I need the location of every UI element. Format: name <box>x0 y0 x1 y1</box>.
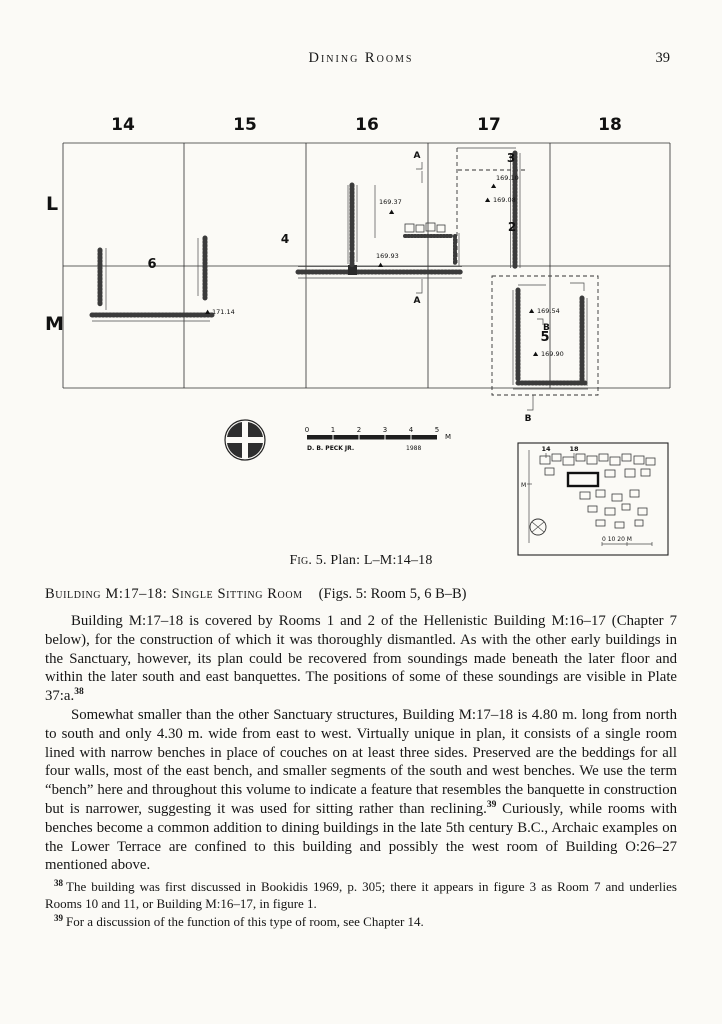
rooms-3-2-walls <box>457 148 528 268</box>
room-6-label: 6 <box>147 257 157 272</box>
inset-highlight-building <box>568 473 598 486</box>
inset-col-18: 18 <box>569 445 579 453</box>
body-text <box>45 612 677 875</box>
scale-tick-5: 5 <box>434 426 440 434</box>
central-wall-trench <box>281 232 462 278</box>
elevation-169-10: 169.10 <box>496 174 519 182</box>
elevation-169-54: 169.54 <box>537 307 560 315</box>
row-label-L: L <box>46 193 59 215</box>
inset-buildings <box>540 454 655 528</box>
section-B-bottom-label: B <box>524 414 532 424</box>
figure-plan <box>40 88 682 560</box>
section-heading-title: Building M:17–18: Single Sitting Room <box>45 586 303 602</box>
caption-fig-prefix: Fig. <box>289 553 313 568</box>
scale-tick-0: 0 <box>304 426 310 434</box>
inset-scale-label: 0 10 20 M <box>602 536 632 543</box>
footnotes <box>45 878 677 931</box>
col-label-16: 16 <box>355 115 379 135</box>
col-label-18: 18 <box>598 115 622 135</box>
footnote-ref-39: 39 <box>486 800 497 811</box>
room-5-label: 5 <box>540 330 550 345</box>
scale-tick-4: 4 <box>408 426 414 434</box>
surveyor-credit: D. B. PECK JR. <box>307 445 355 452</box>
elevation-169-90: 169.90 <box>541 350 564 358</box>
elevation-171-14: 171.14 <box>212 308 235 316</box>
scale-tick-1: 1 <box>330 426 336 434</box>
figure-caption <box>0 553 722 569</box>
footnote-38-marker: 38 <box>54 877 63 888</box>
elevation-169-37: 169.37 <box>379 198 402 206</box>
room-6-walls <box>92 238 235 321</box>
room-4-label: 4 <box>280 232 290 246</box>
scale-bar <box>305 426 451 452</box>
paragraph-2-text-b: Curiously, while rooms with benches become a common addition to dining buildings in the late 5th century B.C., Archaic examples on the Lower Terrace are confined to this building and possibly the west room of Building O:26–27 mentioned above. <box>45 800 677 874</box>
section-A-bottom-label: A <box>413 296 421 306</box>
col-label-14: 14 <box>111 115 135 135</box>
paragraph-2-text-a: Somewhat smaller than the other Sanctuary structures, Building M:17–18 is 4.80 m. long from north to south and only 4.30 m. wide from east to west. Virtually unique in plan, it consists of a single room lined with narrow benches in place of couches on at least three sides. Preserved are the beddings for all four walls, most of the east bench, and smaller segments of the south and west benches. We use the term “bench” here and throughout this volume to indicate a feature that resembles the banquette in construction but is narrower, suggesting it was used for sitting rather than reclining. <box>45 706 677 817</box>
paragraph-2 <box>45 706 677 875</box>
upper-building-walls <box>348 185 459 266</box>
scale-tick-2: 2 <box>356 426 362 434</box>
room-2-label: 2 <box>507 220 517 234</box>
footnote-38 <box>45 878 677 912</box>
section-heading <box>45 586 677 603</box>
scale-unit: M <box>445 433 452 441</box>
plan-svg <box>40 88 682 560</box>
section-line-A <box>414 151 422 306</box>
caption-text: 5. Plan: L–M:14–18 <box>312 553 433 568</box>
running-head: Dining Rooms <box>308 50 414 66</box>
grid-row-labels <box>45 193 64 335</box>
col-label-15: 15 <box>233 115 257 135</box>
footnote-39-marker: 39 <box>54 912 63 923</box>
elevation-169-93: 169.93 <box>376 252 399 260</box>
room-3-label: 3 <box>506 151 516 165</box>
room-5-walls <box>492 276 598 424</box>
scale-tick-3: 3 <box>382 426 388 434</box>
footnote-ref-38: 38 <box>74 687 84 698</box>
paragraph-1 <box>45 612 677 706</box>
footnote-38-text: The building was first discussed in Bookidis 1969, p. 305; there it appears in figure 3 as Room 7 and underlies Rooms 10 and 11, or Building M:16–17, in figure 1. <box>45 879 677 911</box>
col-label-17: 17 <box>477 115 501 135</box>
inset-col-14: 14 <box>541 445 551 453</box>
paragraph-1-text: Building M:17–18 is covered by Rooms 1 and 2 of the Hellenistic Building M:16–17 (Chapter 7 below), for the construction of which it was thoroughly dismantled. As with the other early buildings in the Sanctuary, however, its plan could be recovered from soundings made beneath the later floor and within the later south and east banquettes. The positions of some of these soundings are visible in Plate 37:a. <box>45 613 677 705</box>
north-arrow-icon <box>225 420 265 460</box>
survey-year: 1988 <box>406 445 422 452</box>
section-heading-figref: (Figs. 5: Room 5, 6 B–B) <box>318 586 467 602</box>
grid-column-labels <box>111 115 622 135</box>
inset-row-M: M <box>521 482 527 489</box>
row-label-M: M <box>45 313 64 335</box>
page-number: 39 <box>655 50 670 66</box>
footnote-39-text: For a discussion of the function of this type of room, see Chapter 14. <box>66 914 424 929</box>
footnote-39 <box>45 913 677 930</box>
section-A-top-label: A <box>413 151 421 161</box>
section-B-mid-label: B <box>543 323 550 333</box>
elevation-169-08: 169.08 <box>493 196 516 204</box>
inset-map <box>518 443 668 555</box>
